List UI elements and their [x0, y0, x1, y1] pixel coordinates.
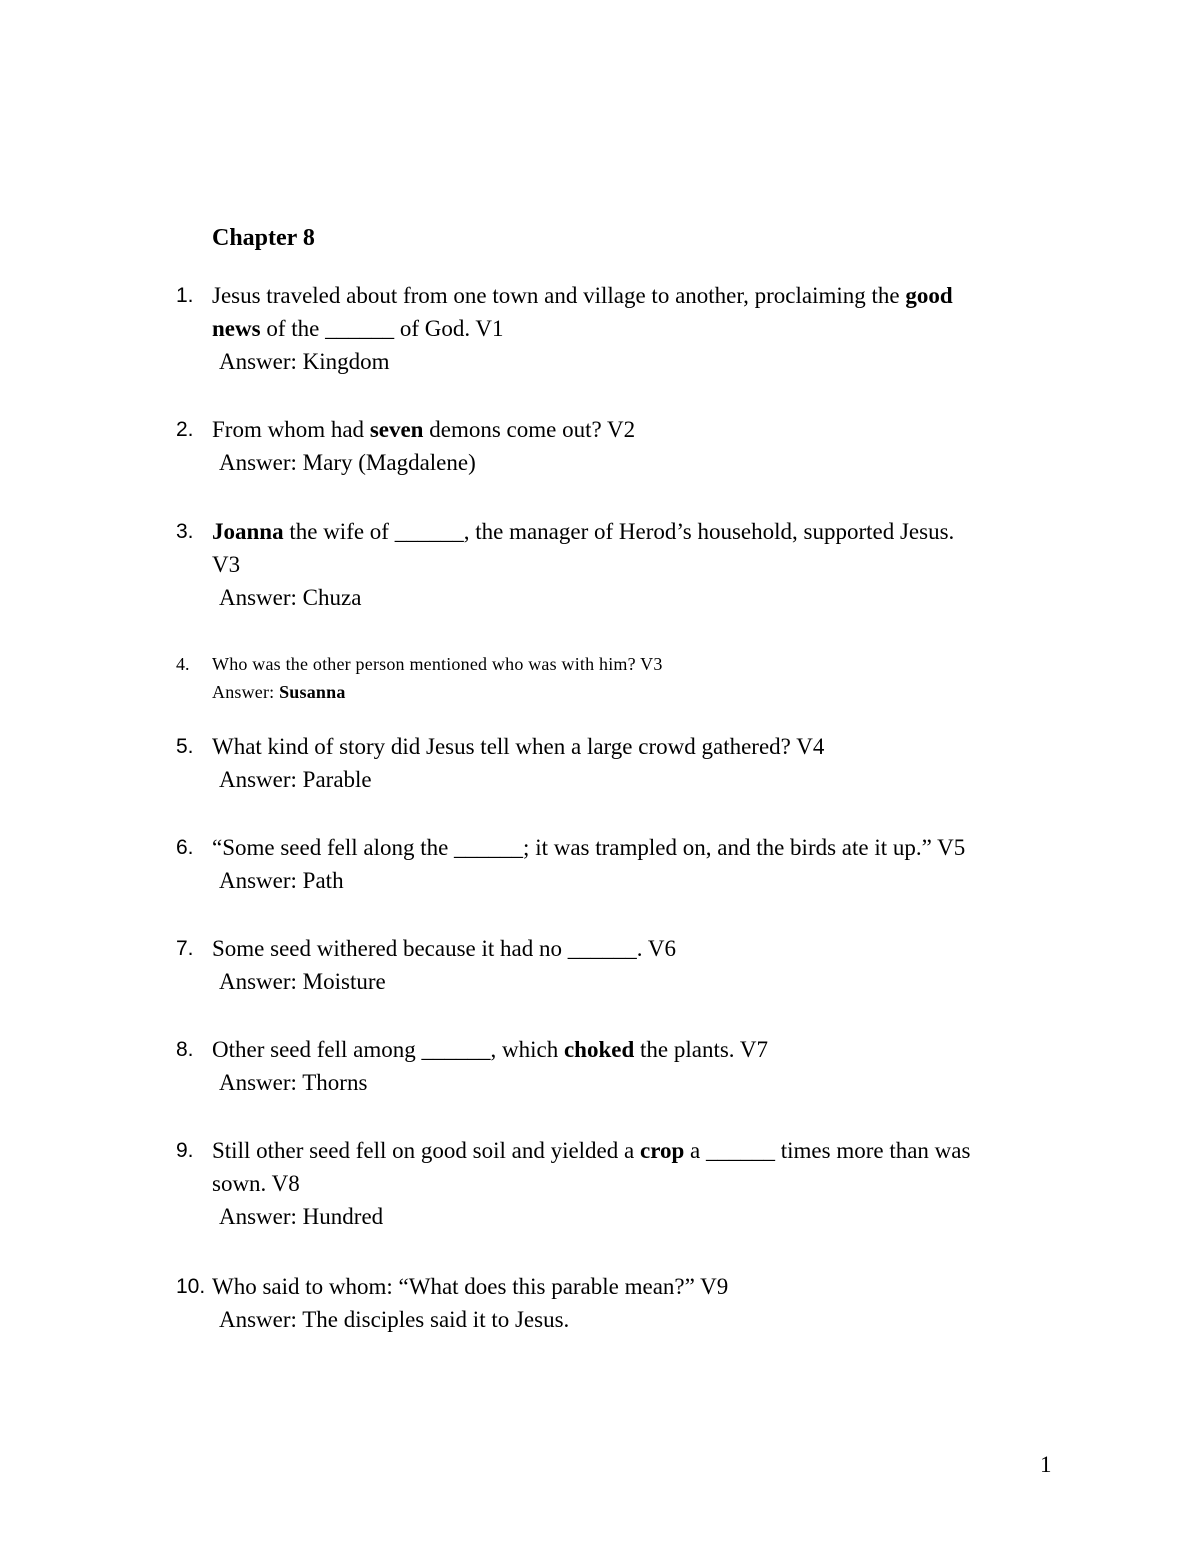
answer-text: Answer: Kingdom — [219, 349, 390, 374]
question-text: Who was the other person mentioned who was with him? V3 — [212, 654, 663, 674]
answer-text: Answer: The disciples said it to Jesus. — [219, 1307, 570, 1332]
bold-text: good — [905, 283, 953, 308]
bold-text: choked — [563, 1037, 635, 1062]
text-run: of the ______ of God. V1 — [260, 316, 504, 341]
question-body — [212, 1134, 1062, 1233]
question-text — [212, 1033, 1062, 1066]
answer-text: Answer: Thorns — [219, 1070, 368, 1095]
question-text: “Some seed fell along the ______; it was trampled on, and the birds ate it up.” V5 — [212, 835, 966, 860]
question-text: What kind of story did Jesus tell when a large crowd gathered? V4 — [212, 734, 825, 759]
text-run: Other seed fell among ______, which — [212, 1037, 564, 1062]
text-run: Still other seed fell on good soil and yielded a — [212, 1138, 640, 1163]
question-number: 9. — [176, 1139, 194, 1162]
bold-text: crop — [639, 1138, 685, 1163]
chapter-title: Chapter 8 — [212, 225, 315, 251]
question-body — [212, 730, 1062, 796]
question-body — [212, 515, 1062, 614]
question-number: 2. — [176, 418, 194, 441]
question-text — [212, 312, 1062, 345]
answer-text — [212, 678, 1062, 706]
text-run: Jesus traveled about from one town and village to another, proclaiming the — [212, 283, 906, 308]
question-number: 8. — [176, 1038, 194, 1061]
answer-text: Answer: Mary (Magdalene) — [219, 450, 476, 475]
answer-text: Answer: Hundred — [219, 1204, 384, 1229]
answer-label: Answer: — [212, 682, 280, 702]
question-text: Who said to whom: “What does this parable mean?” V9 — [212, 1274, 729, 1299]
text-run: From whom had — [212, 417, 370, 442]
answer-text: Answer: Chuza — [219, 585, 362, 610]
question-text — [212, 413, 1062, 446]
question-body — [212, 1033, 1062, 1099]
question-body — [212, 279, 1062, 378]
page-number: 1 — [1040, 1452, 1052, 1477]
answer-value: Susanna — [279, 682, 346, 702]
question-text: V3 — [212, 552, 241, 577]
question-text: Some seed withered because it had no ______. V6 — [212, 936, 676, 961]
question-number: 7. — [176, 937, 194, 960]
question-body — [212, 932, 1062, 998]
bold-text: news — [212, 316, 261, 341]
question-body — [212, 650, 1062, 706]
question-text — [212, 279, 1062, 312]
bold-text: Joanna — [212, 519, 284, 544]
question-body — [212, 831, 1062, 897]
question-number: 5. — [176, 735, 194, 758]
question-body — [212, 413, 1062, 479]
question-number: 4. — [176, 654, 190, 674]
text-run: a ______ times more than was — [684, 1138, 971, 1163]
question-text — [212, 1134, 1062, 1167]
text-run: demons come out? V2 — [423, 417, 636, 442]
bold-text: seven — [369, 417, 424, 442]
answer-text: Answer: Path — [219, 868, 344, 893]
text-run: the wife of ______, the manager of Herod’s household, supported Jesus. — [283, 519, 955, 544]
question-number: 1. — [176, 284, 194, 307]
answer-text: Answer: Moisture — [219, 969, 386, 994]
question-text: sown. V8 — [212, 1171, 300, 1196]
answer-text: Answer: Parable — [219, 767, 372, 792]
question-number: 10. — [176, 1275, 206, 1298]
text-run: the plants. V7 — [634, 1037, 768, 1062]
question-body — [212, 1270, 1062, 1336]
question-number: 6. — [176, 836, 194, 859]
question-text — [212, 515, 1062, 548]
question-number: 3. — [176, 520, 194, 543]
